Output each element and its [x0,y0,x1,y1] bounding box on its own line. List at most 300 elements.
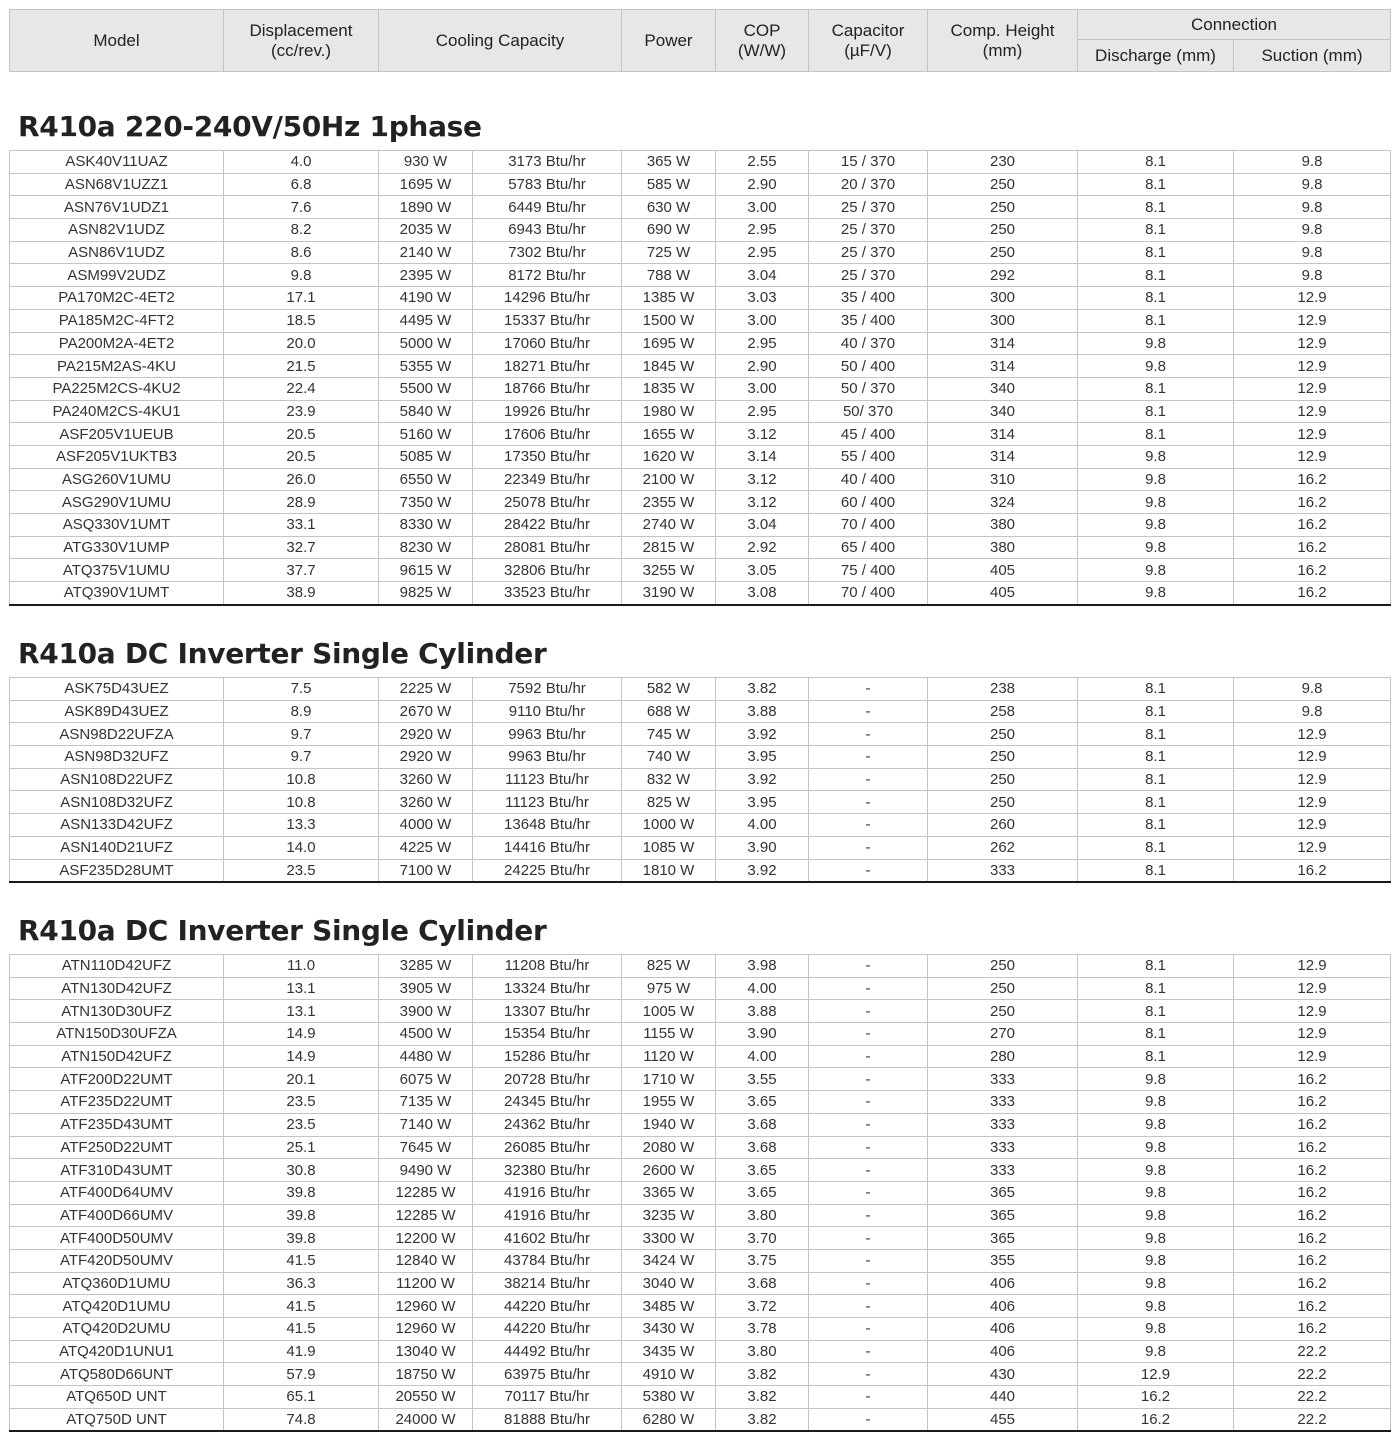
comp-height-cell: 324 [928,491,1078,514]
model-cell: ATQ750D UNT [10,1408,224,1431]
discharge-cell: 9.8 [1078,355,1234,378]
capacitor-cell: - [809,1318,928,1341]
cooling-btu-cell: 17350 Btu/hr [473,445,622,468]
model-cell: ASM99V2UDZ [10,264,224,287]
displacement-cell: 14.9 [224,1045,379,1068]
model-cell: ASK40V11UAZ [10,151,224,174]
capacitor-cell: - [809,1227,928,1250]
capacitor-cell: 55 / 400 [809,445,928,468]
cooling-w-cell: 12200 W [379,1227,473,1250]
cop-cell: 3.68 [716,1136,809,1159]
cop-cell: 2.90 [716,355,809,378]
cooling-btu-cell: 33523 Btu/hr [473,582,622,605]
power-cell: 6280 W [622,1408,716,1431]
suction-cell: 16.2 [1234,514,1391,537]
displacement-cell: 38.9 [224,582,379,605]
cop-cell: 3.92 [716,723,809,746]
capacitor-cell: - [809,1340,928,1363]
suction-cell: 22.2 [1234,1408,1391,1431]
table-row [10,445,1391,468]
cop-cell: 3.95 [716,746,809,769]
cooling-w-cell: 2035 W [379,219,473,242]
model-cell: ATQ360D1UMU [10,1272,224,1295]
model-cell: PA185M2C-4FT2 [10,309,224,332]
power-cell: 1120 W [622,1045,716,1068]
cop-cell: 3.12 [716,468,809,491]
cop-cell: 3.65 [716,1181,809,1204]
capacitor-cell: - [809,955,928,978]
power-cell: 832 W [622,768,716,791]
cooling-btu-cell: 43784 Btu/hr [473,1249,622,1272]
capacitor-cell: 35 / 400 [809,309,928,332]
cop-cell: 2.90 [716,173,809,196]
suction-cell: 9.8 [1234,196,1391,219]
power-cell: 740 W [622,746,716,769]
model-cell: ATQ420D2UMU [10,1318,224,1341]
cop-cell: 3.08 [716,582,809,605]
discharge-cell: 9.8 [1078,1068,1234,1091]
model-cell: ATF235D22UMT [10,1091,224,1114]
cooling-btu-cell: 14296 Btu/hr [473,287,622,310]
cooling-w-cell: 4480 W [379,1045,473,1068]
cooling-btu-cell: 11123 Btu/hr [473,768,622,791]
cop-cell: 3.80 [716,1340,809,1363]
spec-table-dc-inverter-a [9,677,1391,883]
table-row [10,173,1391,196]
model-cell: PA215M2AS-4KU [10,355,224,378]
cooling-w-cell: 4000 W [379,814,473,837]
header-cop: COP (W/W) [716,10,809,72]
table-row [10,1023,1391,1046]
cooling-btu-cell: 18766 Btu/hr [473,377,622,400]
capacitor-cell: 15 / 370 [809,151,928,174]
cooling-w-cell: 5355 W [379,355,473,378]
cooling-w-cell: 9615 W [379,559,473,582]
model-cell: ATF200D22UMT [10,1068,224,1091]
cop-cell: 3.72 [716,1295,809,1318]
model-cell: ASN82V1UDZ [10,219,224,242]
discharge-cell: 9.8 [1078,536,1234,559]
suction-cell: 16.2 [1234,536,1391,559]
header-power: Power [622,10,716,72]
capacitor-cell: 75 / 400 [809,559,928,582]
table-row [10,1136,1391,1159]
power-cell: 3365 W [622,1181,716,1204]
table-row [10,1340,1391,1363]
table-row [10,678,1391,701]
cooling-w-cell: 5840 W [379,400,473,423]
table-row [10,468,1391,491]
power-cell: 1695 W [622,332,716,355]
capacitor-cell: 70 / 400 [809,582,928,605]
model-cell: PA225M2CS-4KU2 [10,377,224,400]
model-cell: ATQ420D1UMU [10,1295,224,1318]
comp-height-cell: 406 [928,1295,1078,1318]
comp-height-cell: 314 [928,355,1078,378]
power-cell: 3485 W [622,1295,716,1318]
model-cell: ASK89D43UEZ [10,700,224,723]
comp-height-cell: 340 [928,400,1078,423]
discharge-cell: 8.1 [1078,836,1234,859]
comp-height-cell: 238 [928,678,1078,701]
power-cell: 1005 W [622,1000,716,1023]
table-row [10,151,1391,174]
cooling-btu-cell: 19926 Btu/hr [473,400,622,423]
displacement-cell: 41.5 [224,1295,379,1318]
table-row [10,791,1391,814]
displacement-cell: 65.1 [224,1386,379,1409]
displacement-cell: 13.3 [224,814,379,837]
cooling-btu-cell: 25078 Btu/hr [473,491,622,514]
suction-cell: 16.2 [1234,491,1391,514]
power-cell: 4910 W [622,1363,716,1386]
displacement-cell: 41.9 [224,1340,379,1363]
cooling-w-cell: 8330 W [379,514,473,537]
discharge-cell: 8.1 [1078,309,1234,332]
comp-height-cell: 314 [928,445,1078,468]
model-cell: ASF205V1UKTB3 [10,445,224,468]
cop-cell: 3.00 [716,196,809,219]
cooling-w-cell: 7100 W [379,859,473,882]
displacement-cell: 9.7 [224,723,379,746]
suction-cell: 12.9 [1234,1023,1391,1046]
cooling-w-cell: 12840 W [379,1249,473,1272]
cooling-btu-cell: 41916 Btu/hr [473,1181,622,1204]
cop-cell: 3.12 [716,423,809,446]
model-cell: ATQ580D66UNT [10,1363,224,1386]
power-cell: 5380 W [622,1386,716,1409]
cooling-btu-cell: 18271 Btu/hr [473,355,622,378]
power-cell: 1155 W [622,1023,716,1046]
cop-cell: 3.12 [716,491,809,514]
cooling-btu-cell: 32806 Btu/hr [473,559,622,582]
displacement-cell: 41.5 [224,1318,379,1341]
cop-cell: 3.00 [716,309,809,332]
power-cell: 1385 W [622,287,716,310]
displacement-cell: 20.5 [224,445,379,468]
power-cell: 3040 W [622,1272,716,1295]
cop-cell: 3.88 [716,700,809,723]
comp-height-cell: 300 [928,309,1078,332]
power-cell: 1620 W [622,445,716,468]
discharge-cell: 9.8 [1078,1159,1234,1182]
discharge-cell: 9.8 [1078,1295,1234,1318]
comp-height-cell: 365 [928,1204,1078,1227]
table-row [10,196,1391,219]
cop-cell: 3.68 [716,1113,809,1136]
suction-cell: 16.2 [1234,859,1391,882]
capacitor-cell: - [809,859,928,882]
suction-cell: 12.9 [1234,332,1391,355]
power-cell: 690 W [622,219,716,242]
comp-height-cell: 250 [928,219,1078,242]
cop-cell: 3.14 [716,445,809,468]
suction-cell: 12.9 [1234,746,1391,769]
model-cell: ATF310D43UMT [10,1159,224,1182]
cooling-w-cell: 4190 W [379,287,473,310]
suction-cell: 16.2 [1234,1204,1391,1227]
table-row [10,514,1391,537]
cooling-btu-cell: 70117 Btu/hr [473,1386,622,1409]
capacitor-cell: 40 / 370 [809,332,928,355]
model-cell: PA170M2C-4ET2 [10,287,224,310]
cooling-btu-cell: 13648 Btu/hr [473,814,622,837]
comp-height-cell: 333 [928,1113,1078,1136]
cooling-btu-cell: 17060 Btu/hr [473,332,622,355]
discharge-cell: 8.1 [1078,241,1234,264]
discharge-cell: 8.1 [1078,859,1234,882]
capacitor-cell: - [809,836,928,859]
cooling-w-cell: 5085 W [379,445,473,468]
displacement-cell: 22.4 [224,377,379,400]
table-row [10,423,1391,446]
suction-cell: 16.2 [1234,1295,1391,1318]
model-cell: ASN86V1UDZ [10,241,224,264]
suction-cell: 9.8 [1234,678,1391,701]
comp-height-cell: 250 [928,746,1078,769]
power-cell: 2100 W [622,468,716,491]
capacitor-cell: - [809,1091,928,1114]
comp-height-cell: 365 [928,1181,1078,1204]
discharge-cell: 16.2 [1078,1386,1234,1409]
suction-cell: 16.2 [1234,1249,1391,1272]
spec-table-dc-inverter-b [9,954,1391,1432]
cop-cell: 2.95 [716,400,809,423]
discharge-cell: 8.1 [1078,423,1234,446]
table-row [10,723,1391,746]
header-capacitor: Capacitor (µF/V) [809,10,928,72]
capacitor-cell: - [809,1363,928,1386]
cooling-btu-cell: 20728 Btu/hr [473,1068,622,1091]
displacement-cell: 10.8 [224,768,379,791]
table-row [10,1159,1391,1182]
comp-height-cell: 355 [928,1249,1078,1272]
capacitor-cell: 20 / 370 [809,173,928,196]
power-cell: 745 W [622,723,716,746]
suction-cell: 9.8 [1234,151,1391,174]
cooling-w-cell: 2670 W [379,700,473,723]
cop-cell: 2.95 [716,219,809,242]
cop-cell: 3.90 [716,836,809,859]
column-header-table [9,9,1391,72]
model-cell: ASN68V1UZZ1 [10,173,224,196]
power-cell: 1980 W [622,400,716,423]
displacement-cell: 17.1 [224,287,379,310]
displacement-cell: 74.8 [224,1408,379,1431]
cooling-w-cell: 3260 W [379,791,473,814]
cooling-w-cell: 2140 W [379,241,473,264]
cooling-w-cell: 6075 W [379,1068,473,1091]
table-row [10,700,1391,723]
suction-cell: 12.9 [1234,955,1391,978]
cooling-w-cell: 2920 W [379,723,473,746]
cooling-w-cell: 6550 W [379,468,473,491]
suction-cell: 12.9 [1234,768,1391,791]
suction-cell: 16.2 [1234,1068,1391,1091]
comp-height-cell: 340 [928,377,1078,400]
cooling-w-cell: 8230 W [379,536,473,559]
cooling-w-cell: 5160 W [379,423,473,446]
cooling-w-cell: 7140 W [379,1113,473,1136]
capacitor-cell: - [809,1249,928,1272]
cop-cell: 3.05 [716,559,809,582]
cop-cell: 3.92 [716,859,809,882]
cooling-btu-cell: 17606 Btu/hr [473,423,622,446]
power-cell: 1810 W [622,859,716,882]
cooling-w-cell: 3285 W [379,955,473,978]
cooling-w-cell: 9825 W [379,582,473,605]
cooling-w-cell: 11200 W [379,1272,473,1295]
cop-cell: 3.04 [716,264,809,287]
suction-cell: 16.2 [1234,1136,1391,1159]
discharge-cell: 8.1 [1078,700,1234,723]
model-cell: ASF235D28UMT [10,859,224,882]
displacement-cell: 41.5 [224,1249,379,1272]
cooling-btu-cell: 28422 Btu/hr [473,514,622,537]
cooling-w-cell: 5000 W [379,332,473,355]
suction-cell: 12.9 [1234,355,1391,378]
suction-cell: 9.8 [1234,219,1391,242]
discharge-cell: 8.1 [1078,955,1234,978]
suction-cell: 16.2 [1234,1272,1391,1295]
comp-height-cell: 333 [928,1091,1078,1114]
suction-cell: 12.9 [1234,400,1391,423]
cop-cell: 2.55 [716,151,809,174]
cooling-btu-cell: 38214 Btu/hr [473,1272,622,1295]
cooling-btu-cell: 5783 Btu/hr [473,173,622,196]
discharge-cell: 8.1 [1078,196,1234,219]
power-cell: 2600 W [622,1159,716,1182]
suction-cell: 12.9 [1234,814,1391,837]
cooling-btu-cell: 32380 Btu/hr [473,1159,622,1182]
cop-cell: 3.92 [716,768,809,791]
discharge-cell: 8.1 [1078,1000,1234,1023]
section-title-dc-inverter-a: R410a DC Inverter Single Cylinder [18,637,547,670]
power-cell: 582 W [622,678,716,701]
comp-height-cell: 250 [928,977,1078,1000]
power-cell: 2740 W [622,514,716,537]
capacitor-cell: - [809,814,928,837]
model-cell: ATF420D50UMV [10,1249,224,1272]
cooling-btu-cell: 9110 Btu/hr [473,700,622,723]
discharge-cell: 9.8 [1078,1204,1234,1227]
cooling-w-cell: 3260 W [379,768,473,791]
displacement-cell: 37.7 [224,559,379,582]
cooling-btu-cell: 41916 Btu/hr [473,1204,622,1227]
capacitor-cell: - [809,977,928,1000]
capacitor-cell: - [809,1000,928,1023]
displacement-cell: 25.1 [224,1136,379,1159]
cop-cell: 4.00 [716,977,809,1000]
discharge-cell: 8.1 [1078,791,1234,814]
capacitor-cell: - [809,768,928,791]
discharge-cell: 8.1 [1078,287,1234,310]
discharge-cell: 9.8 [1078,514,1234,537]
suction-cell: 16.2 [1234,1159,1391,1182]
displacement-cell: 14.0 [224,836,379,859]
power-cell: 3235 W [622,1204,716,1227]
suction-cell: 12.9 [1234,1045,1391,1068]
model-cell: ASN98D32UFZ [10,746,224,769]
suction-cell: 16.2 [1234,1318,1391,1341]
capacitor-cell: 25 / 370 [809,241,928,264]
table-row [10,1295,1391,1318]
power-cell: 688 W [622,700,716,723]
model-cell: ASN108D22UFZ [10,768,224,791]
capacitor-cell: 35 / 400 [809,287,928,310]
model-cell: ASN98D22UFZA [10,723,224,746]
capacitor-cell: 60 / 400 [809,491,928,514]
capacitor-cell: 70 / 400 [809,514,928,537]
displacement-cell: 20.5 [224,423,379,446]
model-cell: PA200M2A-4ET2 [10,332,224,355]
model-cell: ATF400D64UMV [10,1181,224,1204]
comp-height-cell: 380 [928,514,1078,537]
table-row [10,768,1391,791]
suction-cell: 16.2 [1234,468,1391,491]
cooling-btu-cell: 7592 Btu/hr [473,678,622,701]
comp-height-cell: 314 [928,332,1078,355]
cooling-btu-cell: 14416 Btu/hr [473,836,622,859]
displacement-cell: 23.5 [224,1113,379,1136]
cooling-btu-cell: 6943 Btu/hr [473,219,622,242]
table-row [10,1272,1391,1295]
comp-height-cell: 333 [928,1068,1078,1091]
power-cell: 1710 W [622,1068,716,1091]
capacitor-cell: 50 / 400 [809,355,928,378]
cooling-w-cell: 2920 W [379,746,473,769]
table-row [10,241,1391,264]
capacitor-cell: - [809,1181,928,1204]
suction-cell: 16.2 [1234,1227,1391,1250]
power-cell: 1085 W [622,836,716,859]
discharge-cell: 9.8 [1078,1136,1234,1159]
comp-height-cell: 250 [928,1000,1078,1023]
suction-cell: 16.2 [1234,559,1391,582]
comp-height-cell: 455 [928,1408,1078,1431]
model-cell: ASG290V1UMU [10,491,224,514]
power-cell: 1655 W [622,423,716,446]
cooling-w-cell: 1890 W [379,196,473,219]
displacement-cell: 9.8 [224,264,379,287]
displacement-cell: 8.6 [224,241,379,264]
suction-cell: 16.2 [1234,1091,1391,1114]
model-cell: ATN110D42UFZ [10,955,224,978]
suction-cell: 12.9 [1234,1000,1391,1023]
discharge-cell: 8.1 [1078,723,1234,746]
power-cell: 3435 W [622,1340,716,1363]
power-cell: 1845 W [622,355,716,378]
comp-height-cell: 250 [928,241,1078,264]
comp-height-cell: 250 [928,173,1078,196]
cooling-w-cell: 1695 W [379,173,473,196]
cooling-btu-cell: 26085 Btu/hr [473,1136,622,1159]
table-row [10,491,1391,514]
discharge-cell: 8.1 [1078,264,1234,287]
displacement-cell: 14.9 [224,1023,379,1046]
capacitor-cell: 25 / 370 [809,219,928,242]
comp-height-cell: 406 [928,1272,1078,1295]
displacement-cell: 39.8 [224,1181,379,1204]
power-cell: 1835 W [622,377,716,400]
displacement-cell: 7.6 [224,196,379,219]
model-cell: ATF400D50UMV [10,1227,224,1250]
cooling-btu-cell: 3173 Btu/hr [473,151,622,174]
cooling-btu-cell: 24362 Btu/hr [473,1113,622,1136]
comp-height-cell: 258 [928,700,1078,723]
cooling-w-cell: 2225 W [379,678,473,701]
displacement-cell: 10.8 [224,791,379,814]
